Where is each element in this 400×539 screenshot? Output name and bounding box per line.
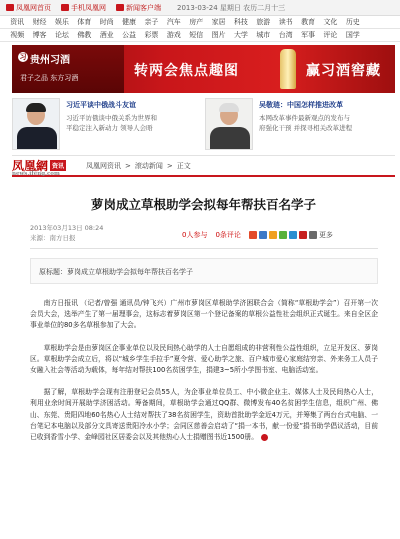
current-date: 2013-03-24 星期日 农历二月十三 bbox=[177, 3, 286, 12]
nav-secondary-item[interactable]: 游戏 bbox=[166, 31, 181, 39]
channel-header bbox=[12, 155, 395, 177]
nav-secondary-item[interactable]: 公益 bbox=[122, 31, 137, 39]
person-body-shape bbox=[210, 127, 250, 150]
nav-secondary-item[interactable]: 城市 bbox=[256, 31, 271, 39]
news-client-label: 新闻客户端 bbox=[126, 3, 161, 12]
nav-secondary-item[interactable]: 短信 bbox=[189, 31, 204, 39]
liquor-bottle-icon bbox=[280, 49, 296, 89]
breadcrumb-link[interactable]: 滚动新闻 bbox=[134, 161, 163, 170]
article-paragraph bbox=[30, 387, 378, 443]
nav-secondary-item[interactable]: 彩票 bbox=[144, 31, 159, 39]
nav-primary-item[interactable]: 财经 bbox=[32, 18, 47, 26]
nav-primary-item[interactable]: 娱乐 bbox=[54, 18, 69, 26]
phone-icon bbox=[61, 4, 69, 11]
wechat-share-icon[interactable] bbox=[279, 231, 287, 239]
nav-primary-item[interactable]: 资讯 bbox=[10, 18, 25, 26]
article-meta bbox=[30, 223, 103, 243]
more-share-icon[interactable] bbox=[309, 231, 317, 239]
breadcrumb-separator: > bbox=[166, 161, 173, 170]
nav-secondary-item[interactable]: 军事 bbox=[301, 31, 316, 39]
nav-primary-item[interactable]: 健康 bbox=[122, 18, 137, 26]
ifeng-logo[interactable] bbox=[12, 157, 66, 177]
banner-headline-left: 转两会焦点趣图 bbox=[134, 63, 239, 79]
nav-primary-item[interactable]: 读书 bbox=[278, 18, 293, 26]
weibo-share-icon[interactable] bbox=[249, 231, 257, 239]
article-actions bbox=[182, 230, 333, 240]
feature-summary-line: 府强化干预 并探寻相关改革进程 bbox=[259, 124, 353, 132]
nav-secondary-item[interactable]: 评论 bbox=[323, 31, 338, 39]
home-link-label: 凤凰网首页 bbox=[16, 3, 51, 12]
breadcrumb bbox=[84, 161, 193, 171]
mobile-link[interactable] bbox=[61, 3, 106, 13]
nav-secondary-item[interactable]: 大学 bbox=[233, 31, 248, 39]
banner-logo-area bbox=[12, 45, 124, 93]
nav-primary-item[interactable]: 历史 bbox=[345, 18, 360, 26]
feature-photo[interactable] bbox=[12, 98, 60, 150]
nav-primary-item[interactable]: 汽车 bbox=[166, 18, 181, 26]
feature-summary-line: 平稳定注入新动力 领导人会晤 bbox=[66, 124, 153, 132]
breadcrumb-link[interactable]: 正文 bbox=[176, 161, 191, 170]
banner-brand-name: 贵州习酒 bbox=[30, 55, 70, 66]
nav-primary-item[interactable]: 家居 bbox=[211, 18, 226, 26]
mobile-link-label: 手机凤凰网 bbox=[71, 3, 106, 12]
nav-primary-item[interactable]: 房产 bbox=[189, 18, 204, 26]
feature-xi-jinping[interactable] bbox=[12, 98, 200, 154]
brand-name: 凤凰網 bbox=[12, 159, 49, 173]
share-bar bbox=[249, 230, 333, 240]
feature-wu-jinglian[interactable] bbox=[205, 98, 393, 154]
article-datetime: 2013年03月13日 08:24 bbox=[30, 224, 104, 232]
participants-count[interactable]: 0人参与 bbox=[182, 231, 208, 239]
feature-photo[interactable] bbox=[205, 98, 253, 150]
nav-primary-item[interactable]: 科技 bbox=[233, 18, 248, 26]
nav-primary-item[interactable]: 教育 bbox=[301, 18, 316, 26]
banner-slogan: 君子之品 东方习酒 bbox=[20, 74, 79, 82]
top-bar bbox=[0, 0, 400, 16]
renren-share-icon[interactable] bbox=[299, 231, 307, 239]
feature-title[interactable]: 吴敬琏：中国怎样推进改革 bbox=[259, 101, 343, 109]
xijiu-logo-icon: 习 bbox=[19, 53, 27, 61]
channel-tag: 资讯 bbox=[50, 160, 66, 171]
tencent-weibo-share-icon[interactable] bbox=[289, 231, 297, 239]
article-paragraph: 南方日报讯 （记者/曾强 通讯员/钟飞兴）广州市萝岗区草根助学济困联合会（简称“草根助学会”）召开第一次会员大会，选举产生了第一届理事会，这标志着萝岗区第一个登记备案的草根公益性社会组织正式诞生。来自全区企事业单位的80多名草根参加了大会。 bbox=[30, 299, 378, 330]
nav-secondary-item[interactable]: 酒业 bbox=[99, 31, 114, 39]
feature-summary-line: 习近平访俄谈中俄关系为世界和 bbox=[66, 114, 157, 122]
article-paragraph-text: 据了解，草根助学会现有注册登记会员55人，为企事业单位员工、中小微企业主、媒体人士及民间热心人士，利用业余时间开展助学济困活动。筹备期间，草根助学会通过QQ群、微博发布40名贫困学生信息，组织广州、佛山、东莞、贵阳四地60名热心人士结对帮扶了38名贫困学生，资助首批助学金近4万元，并筹集了两台台式电脑、一台笔记本电脑以及部分文具寄送贵阳冷水小学；会同区慈善会启动了“捐一本书，献一份爱”捐书助学倡议活动，目前已收到香雪小学、金峰园社区居委会以及其他热心人士捐赠图书近1500册。 bbox=[30, 388, 378, 442]
qzone-share-icon[interactable] bbox=[259, 231, 267, 239]
nav-secondary-item[interactable]: 视频 bbox=[10, 31, 25, 39]
nav-primary-item[interactable]: 文化 bbox=[323, 18, 338, 26]
banner-headline-right: 赢习酒窖藏 bbox=[306, 63, 381, 79]
article-source: 来源：南方日报 bbox=[30, 234, 76, 242]
person-hair-shape bbox=[26, 103, 46, 112]
share-more-link[interactable]: 更多 bbox=[318, 231, 333, 239]
nav-primary-item[interactable]: 体育 bbox=[77, 18, 92, 26]
person-body-shape bbox=[17, 127, 57, 150]
channel-nav-primary bbox=[0, 16, 400, 29]
nav-secondary-item[interactable]: 论坛 bbox=[54, 31, 69, 39]
article-body bbox=[30, 298, 378, 454]
channel-nav-secondary bbox=[0, 29, 400, 42]
brand-url: news.ifeng.com bbox=[12, 171, 60, 177]
home-link[interactable] bbox=[6, 3, 51, 13]
article-paragraph: 草根助学会是由萝岗区企事业单位以及民间热心助学的人士自愿组成的非营利性公益性组织，立足开发区、萝岗区。草根助学会成立后，将以“城乡学生手拉手”夏令营、爱心助学之旅、百户城市爱心家庭结穷亲、外来务工人员子女融入社会等活动为载体，每年结对帮扶100名贫困学生，捐建3~5所小学图书室、电脑活动室。 bbox=[30, 343, 378, 375]
person-hair-shape bbox=[219, 103, 239, 112]
ad-banner[interactable] bbox=[12, 45, 395, 93]
article-summary: 原标题：萝岗成立草根助学会拟每年帮扶百名学子 bbox=[30, 258, 378, 284]
meta-divider bbox=[30, 248, 378, 249]
nav-secondary-item[interactable]: 图片 bbox=[211, 31, 226, 39]
feature-summary-line: 本网改革事件最新观点的发布与 bbox=[259, 114, 350, 122]
breadcrumb-link[interactable]: 凤凰网资讯 bbox=[86, 161, 122, 170]
comments-count[interactable]: 0条评论 bbox=[215, 231, 241, 239]
nav-primary-item[interactable]: 亲子 bbox=[144, 18, 159, 26]
nav-primary-item[interactable]: 旅游 bbox=[256, 18, 271, 26]
article-title: 萝岗成立草根助学会拟每年帮扶百名学子 bbox=[90, 197, 316, 212]
nav-secondary-item[interactable]: 台湾 bbox=[278, 31, 293, 39]
nav-secondary-item[interactable]: 博客 bbox=[32, 31, 47, 39]
nav-secondary-item[interactable]: 国学 bbox=[345, 31, 360, 39]
weibo-icon[interactable] bbox=[261, 434, 268, 441]
qq-share-icon[interactable] bbox=[269, 231, 277, 239]
ifeng-icon bbox=[6, 4, 14, 11]
nav-primary-item[interactable]: 时尚 bbox=[99, 18, 114, 26]
feature-title[interactable]: 习近平谈中俄战斗友谊 bbox=[66, 101, 136, 109]
news-client-link[interactable] bbox=[116, 3, 161, 13]
breadcrumb-separator: > bbox=[125, 161, 131, 170]
client-icon bbox=[116, 4, 124, 11]
nav-secondary-item[interactable]: 佛教 bbox=[77, 31, 92, 39]
